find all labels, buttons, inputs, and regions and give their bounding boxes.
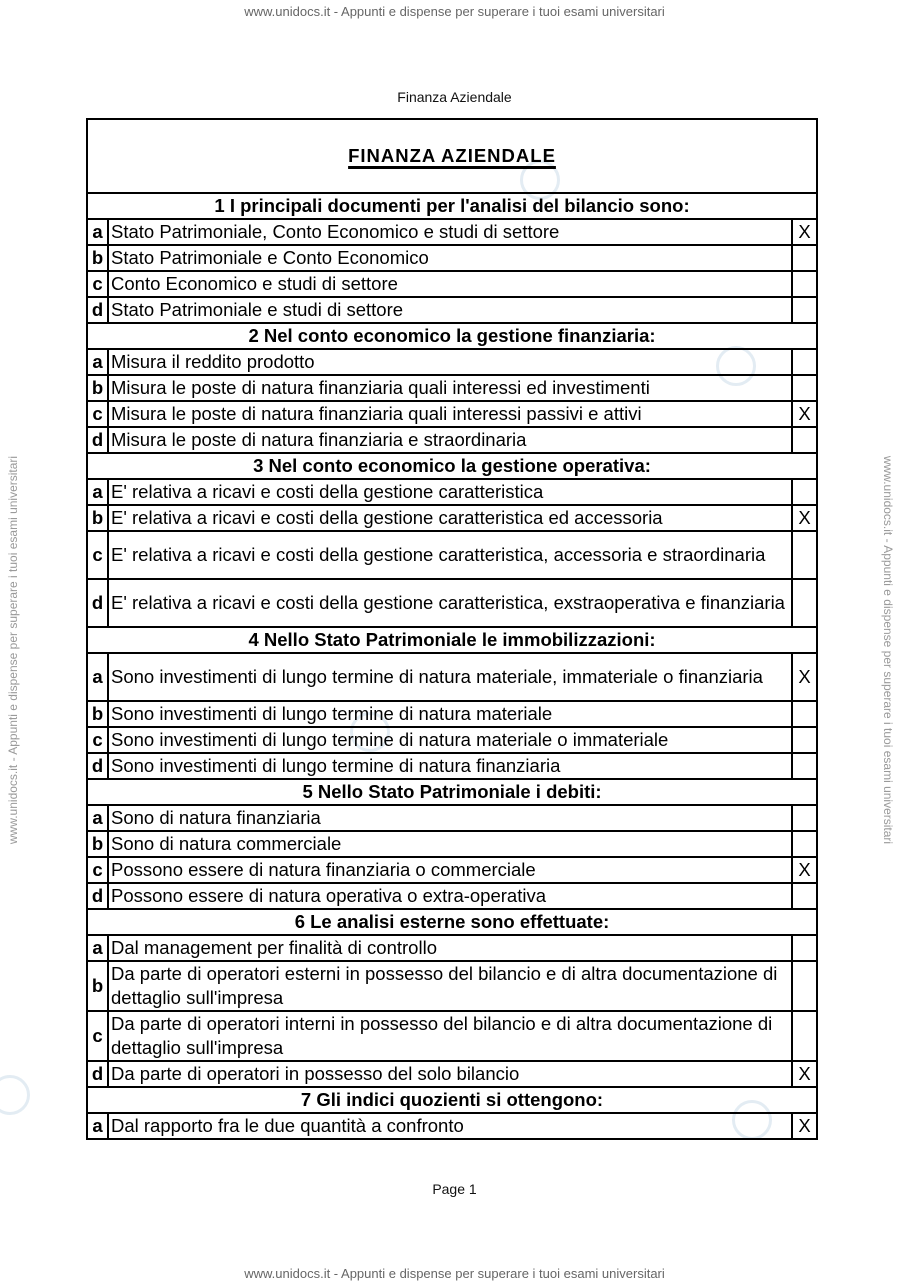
- answer-text: Sono investimenti di lungo termine di natura materiale, immateriale o finanziaria: [108, 653, 792, 701]
- answer-letter: a: [87, 653, 108, 701]
- answer-letter: c: [87, 727, 108, 753]
- answer-text: Stato Patrimoniale e studi di settore: [108, 297, 792, 323]
- watermark-top: www.unidocs.it - Appunti e dispense per superare i tuoi esami universitari: [244, 4, 665, 19]
- answer-letter: c: [87, 857, 108, 883]
- question-row: [87, 779, 817, 805]
- answer-letter: b: [87, 831, 108, 857]
- answer-mark: [792, 831, 817, 857]
- answer-text: Sono investimenti di lungo termine di natura materiale: [108, 701, 792, 727]
- answer-row: [87, 401, 817, 427]
- answer-letter: c: [87, 271, 108, 297]
- question-row: [87, 1087, 817, 1113]
- answer-mark: X: [792, 1061, 817, 1087]
- answer-letter: c: [87, 1011, 108, 1061]
- answer-mark: [792, 297, 817, 323]
- answer-mark: [792, 961, 817, 1011]
- answer-row: [87, 1061, 817, 1087]
- answer-mark: X: [792, 219, 817, 245]
- question-row: [87, 909, 817, 935]
- answer-letter: d: [87, 579, 108, 627]
- answer-mark: [792, 479, 817, 505]
- answer-text: Sono di natura commerciale: [108, 831, 792, 857]
- answer-mark: [792, 935, 817, 961]
- answer-letter: a: [87, 219, 108, 245]
- answer-mark: [792, 701, 817, 727]
- answer-text: Sono di natura finanziaria: [108, 805, 792, 831]
- answer-text: Stato Patrimoniale, Conto Economico e studi di settore: [108, 219, 792, 245]
- answer-text: Da parte di operatori esterni in possesso del bilancio e di altra documentazione di dettaglio sull'impresa: [108, 961, 792, 1011]
- answer-mark: [792, 375, 817, 401]
- question-text: 5 Nello Stato Patrimoniale i debiti:: [87, 779, 817, 805]
- answer-text: Sono investimenti di lungo termine di natura finanziaria: [108, 753, 792, 779]
- answer-letter: b: [87, 961, 108, 1011]
- answer-text: Dal management per finalità di controllo: [108, 935, 792, 961]
- answer-letter: d: [87, 883, 108, 909]
- answer-mark: [792, 531, 817, 579]
- answer-row: [87, 831, 817, 857]
- answer-text: Possono essere di natura operativa o extra-operativa: [108, 883, 792, 909]
- answer-row: [87, 375, 817, 401]
- answer-row: [87, 1113, 817, 1139]
- question-row: [87, 627, 817, 653]
- answer-row: [87, 479, 817, 505]
- answer-row: [87, 245, 817, 271]
- answer-letter: a: [87, 805, 108, 831]
- answer-letter: b: [87, 245, 108, 271]
- title-row: [87, 119, 817, 193]
- answer-mark: [792, 349, 817, 375]
- answer-letter: d: [87, 427, 108, 453]
- answer-letter: d: [87, 297, 108, 323]
- answer-row: [87, 271, 817, 297]
- answer-letter: b: [87, 505, 108, 531]
- answer-row: [87, 219, 817, 245]
- question-text: 6 Le analisi esterne sono effettuate:: [87, 909, 817, 935]
- answer-text: E' relativa a ricavi e costi della gestione caratteristica, exstraoperativa e finanziaria: [108, 579, 792, 627]
- answer-letter: d: [87, 1061, 108, 1087]
- answer-mark: X: [792, 401, 817, 427]
- answer-text: E' relativa a ricavi e costi della gestione caratteristica ed accessoria: [108, 505, 792, 531]
- answer-text: Possono essere di natura finanziaria o commerciale: [108, 857, 792, 883]
- answer-row: [87, 653, 817, 701]
- answer-letter: b: [87, 701, 108, 727]
- answer-row: [87, 961, 817, 1011]
- answer-row: [87, 427, 817, 453]
- answer-mark: [792, 805, 817, 831]
- answer-mark: [792, 753, 817, 779]
- answer-mark: X: [792, 857, 817, 883]
- page-footer: Page 1: [432, 1181, 477, 1197]
- question-row: [87, 193, 817, 219]
- question-text: 4 Nello Stato Patrimoniale le immobilizzazioni:: [87, 627, 817, 653]
- answer-mark: X: [792, 1113, 817, 1139]
- answer-text: Da parte di operatori interni in possesso del bilancio e di altra documentazione di dettaglio sull'impresa: [108, 1011, 792, 1061]
- answer-mark: [792, 883, 817, 909]
- answer-letter: c: [87, 401, 108, 427]
- answer-mark: [792, 245, 817, 271]
- answer-text: Da parte di operatori in possesso del solo bilancio: [108, 1061, 792, 1087]
- answer-letter: a: [87, 1113, 108, 1139]
- answer-mark: [792, 727, 817, 753]
- page-header: Finanza Aziendale: [397, 89, 512, 105]
- document-title: FINANZA AZIENDALE: [87, 119, 817, 193]
- answer-text: E' relativa a ricavi e costi della gestione caratteristica, accessoria e straordinaria: [108, 531, 792, 579]
- answer-row: [87, 805, 817, 831]
- answer-row: [87, 701, 817, 727]
- answer-text: Misura le poste di natura finanziaria quali interessi passivi e attivi: [108, 401, 792, 427]
- answer-row: [87, 1011, 817, 1061]
- answer-row: [87, 753, 817, 779]
- answer-letter: a: [87, 479, 108, 505]
- question-text: 3 Nel conto economico la gestione operativa:: [87, 453, 817, 479]
- question-text: 2 Nel conto economico la gestione finanziaria:: [87, 323, 817, 349]
- answer-text: Sono investimenti di lungo termine di natura materiale o immateriale: [108, 727, 792, 753]
- question-row: [87, 323, 817, 349]
- answer-letter: a: [87, 935, 108, 961]
- answer-text: E' relativa a ricavi e costi della gestione caratteristica: [108, 479, 792, 505]
- answer-mark: [792, 271, 817, 297]
- answer-mark: [792, 579, 817, 627]
- watermark-logo-icon: [0, 1075, 30, 1115]
- answer-letter: a: [87, 349, 108, 375]
- answer-row: [87, 935, 817, 961]
- answer-text: Misura le poste di natura finanziaria quali interessi ed investimenti: [108, 375, 792, 401]
- question-text: 1 I principali documenti per l'analisi del bilancio sono:: [87, 193, 817, 219]
- answer-mark: X: [792, 505, 817, 531]
- answer-row: [87, 531, 817, 579]
- answer-letter: d: [87, 753, 108, 779]
- answer-text: Misura le poste di natura finanziaria e straordinaria: [108, 427, 792, 453]
- answer-text: Conto Economico e studi di settore: [108, 271, 792, 297]
- answer-letter: c: [87, 531, 108, 579]
- answer-text: Stato Patrimoniale e Conto Economico: [108, 245, 792, 271]
- answer-mark: [792, 427, 817, 453]
- answer-text: Dal rapporto fra le due quantità a confronto: [108, 1113, 792, 1139]
- answer-row: [87, 857, 817, 883]
- answer-row: [87, 505, 817, 531]
- answer-mark: [792, 1011, 817, 1061]
- watermark-right: www.unidocs.it - Appunti e dispense per superare i tuoi esami universitari: [881, 455, 895, 845]
- answer-row: [87, 579, 817, 627]
- answer-mark: X: [792, 653, 817, 701]
- watermark-left: www.unidocs.it - Appunti e dispense per superare i tuoi esami universitari: [6, 455, 20, 845]
- question-text: 7 Gli indici quozienti si ottengono:: [87, 1087, 817, 1113]
- answer-row: [87, 727, 817, 753]
- watermark-bottom: www.unidocs.it - Appunti e dispense per superare i tuoi esami universitari: [244, 1266, 665, 1281]
- question-row: [87, 453, 817, 479]
- answer-row: [87, 349, 817, 375]
- answer-letter: b: [87, 375, 108, 401]
- quiz-table: [86, 118, 818, 1140]
- answer-row: [87, 297, 817, 323]
- answer-text: Misura il reddito prodotto: [108, 349, 792, 375]
- answer-row: [87, 883, 817, 909]
